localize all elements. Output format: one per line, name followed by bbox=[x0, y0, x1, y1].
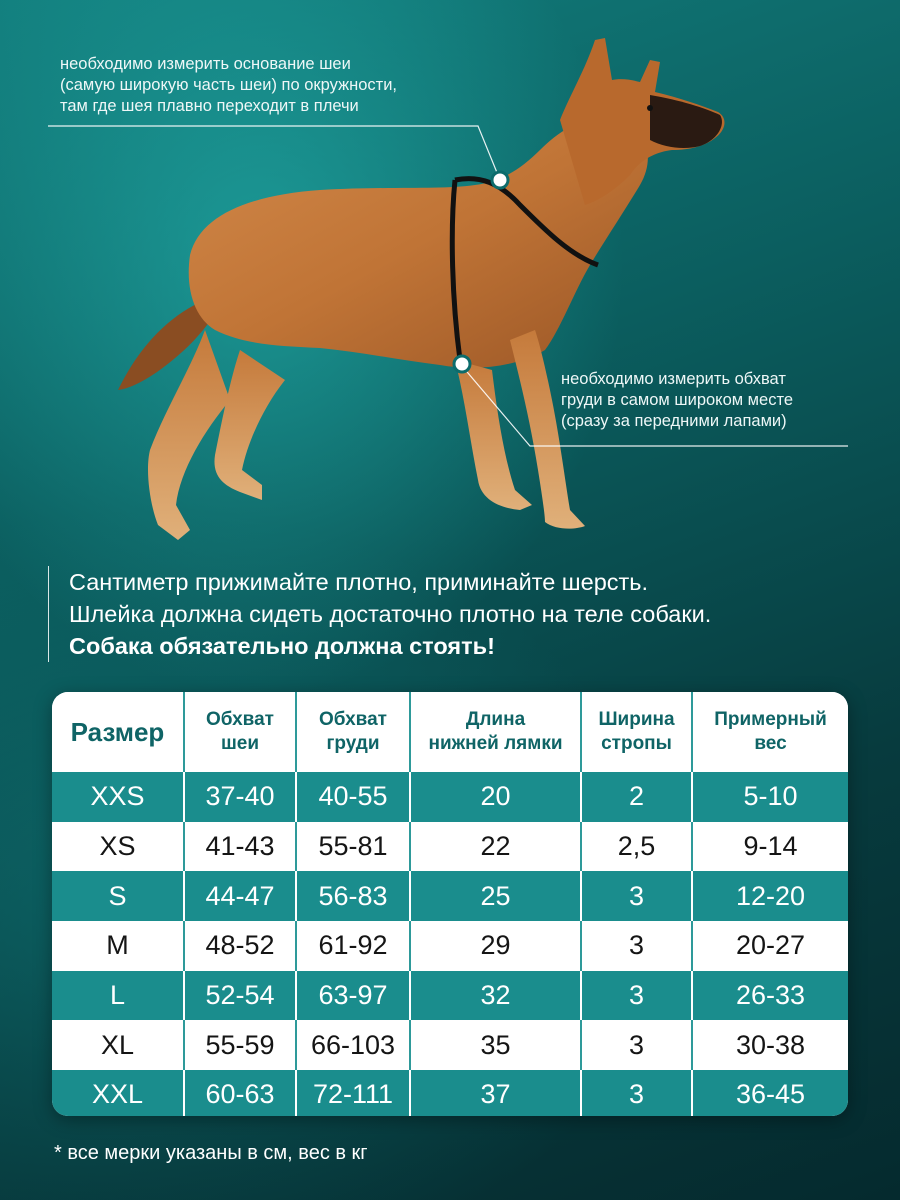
cell-size: XS bbox=[52, 822, 184, 872]
cell-strap-width: 3 bbox=[581, 921, 692, 971]
measuring-instructions bbox=[48, 566, 899, 662]
cell-chest: 56-83 bbox=[296, 871, 410, 921]
cell-chest: 61-92 bbox=[296, 921, 410, 971]
dog-muzzle bbox=[650, 95, 722, 148]
cell-weight: 26-33 bbox=[692, 971, 848, 1021]
neck-note-line: там где шея плавно переходит в плечи bbox=[60, 97, 359, 115]
cell-size: M bbox=[52, 921, 184, 971]
neck-leader-line bbox=[48, 126, 500, 180]
cell-chest: 72-111 bbox=[296, 1070, 410, 1116]
cell-size: S bbox=[52, 871, 184, 921]
size-chart bbox=[52, 692, 848, 1116]
cell-weight: 36-45 bbox=[692, 1070, 848, 1116]
header-neck: Обхват шеи bbox=[184, 692, 296, 772]
cell-size: XXS bbox=[52, 772, 184, 822]
cell-weight: 9-14 bbox=[692, 822, 848, 872]
cell-weight: 5-10 bbox=[692, 772, 848, 822]
cell-strap-width: 3 bbox=[581, 1070, 692, 1116]
table-row bbox=[52, 772, 848, 822]
chest-note-line: необходимо измерить обхват bbox=[561, 370, 786, 388]
header-size: Размер bbox=[52, 692, 184, 772]
cell-neck: 44-47 bbox=[184, 871, 296, 921]
instruction-warning: Собака обязательно должна стоять! bbox=[69, 633, 495, 659]
neck-note-line: необходимо измерить основание шеи bbox=[60, 55, 351, 73]
cell-neck: 41-43 bbox=[184, 822, 296, 872]
table-row bbox=[52, 1070, 848, 1116]
chest-note-line: груди в самом широком месте bbox=[561, 391, 793, 409]
chest-measure-note bbox=[561, 369, 881, 432]
cell-neck: 52-54 bbox=[184, 971, 296, 1021]
cell-neck: 37-40 bbox=[184, 772, 296, 822]
units-footnote: * все мерки указаны в см, вес в кг bbox=[54, 1142, 368, 1164]
instruction-line: Шлейка должна сидеть достаточно плотно на теле собаки. bbox=[69, 601, 712, 627]
cell-strap-length: 29 bbox=[410, 921, 581, 971]
cell-strap-width: 3 bbox=[581, 1020, 692, 1070]
table-header-row bbox=[52, 692, 848, 772]
cell-strap-width: 3 bbox=[581, 971, 692, 1021]
header-weight: Примерный вес bbox=[692, 692, 848, 772]
header-strap-width: Ширина стропы bbox=[581, 692, 692, 772]
cell-strap-width: 2 bbox=[581, 772, 692, 822]
cell-neck: 55-59 bbox=[184, 1020, 296, 1070]
table-row bbox=[52, 1020, 848, 1070]
size-table bbox=[52, 692, 848, 1116]
cell-weight: 30-38 bbox=[692, 1020, 848, 1070]
cell-strap-width: 3 bbox=[581, 871, 692, 921]
cell-size: L bbox=[52, 971, 184, 1021]
cell-strap-length: 20 bbox=[410, 772, 581, 822]
cell-strap-length: 25 bbox=[410, 871, 581, 921]
neck-note-line: (самую широкую часть шеи) по окружности, bbox=[60, 76, 398, 94]
chest-measure-point bbox=[454, 356, 470, 372]
header-chest: Обхват груди bbox=[296, 692, 410, 772]
cell-chest: 40-55 bbox=[296, 772, 410, 822]
cell-strap-length: 35 bbox=[410, 1020, 581, 1070]
cell-chest: 55-81 bbox=[296, 822, 410, 872]
table-row bbox=[52, 822, 848, 872]
neck-measure-note bbox=[60, 54, 530, 117]
cell-chest: 66-103 bbox=[296, 1020, 410, 1070]
cell-weight: 12-20 bbox=[692, 871, 848, 921]
cell-strap-length: 22 bbox=[410, 822, 581, 872]
cell-chest: 63-97 bbox=[296, 971, 410, 1021]
cell-size: XXL bbox=[52, 1070, 184, 1116]
cell-neck: 48-52 bbox=[184, 921, 296, 971]
dog-hind-leg-front bbox=[214, 350, 285, 500]
cell-weight: 20-27 bbox=[692, 921, 848, 971]
neck-measure-point bbox=[492, 172, 508, 188]
table-row bbox=[52, 921, 848, 971]
cell-strap-length: 32 bbox=[410, 971, 581, 1021]
table-row bbox=[52, 971, 848, 1021]
cell-neck: 60-63 bbox=[184, 1070, 296, 1116]
chest-note-line: (сразу за передними лапами) bbox=[561, 412, 787, 430]
cell-strap-length: 37 bbox=[410, 1070, 581, 1116]
cell-strap-width: 2,5 bbox=[581, 822, 692, 872]
header-strap-length: Длина нижней лямки bbox=[410, 692, 581, 772]
instruction-line: Сантиметр прижимайте плотно, приминайте шерсть. bbox=[69, 569, 649, 595]
cell-size: XL bbox=[52, 1020, 184, 1070]
table-row bbox=[52, 871, 848, 921]
